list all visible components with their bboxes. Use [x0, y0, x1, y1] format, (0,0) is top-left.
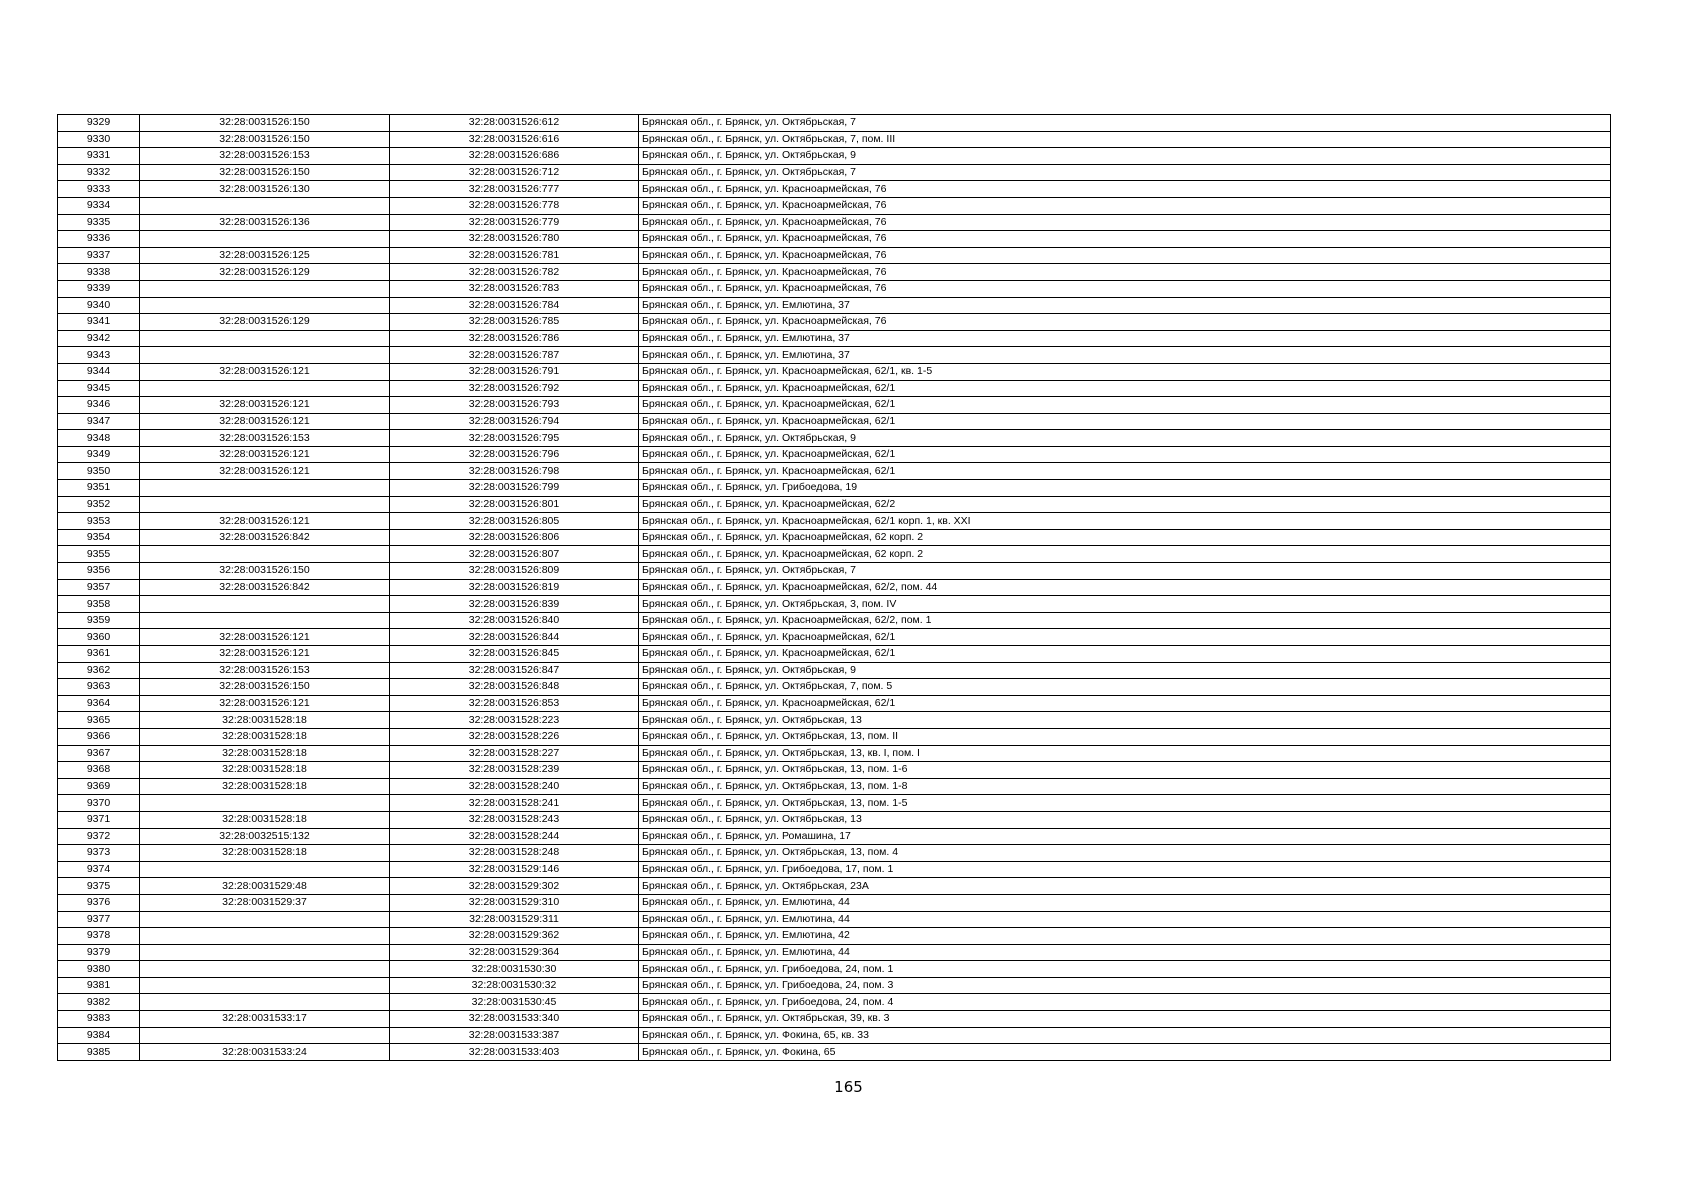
table-row: [58, 1044, 1611, 1061]
address-cell: Брянская обл., г. Брянск, ул. Красноармейская, 62/2, пом. 1: [639, 612, 1611, 629]
address-cell: Брянская обл., г. Брянск, ул. Октябрьская, 13, пом. 1-8: [639, 778, 1611, 795]
parent-cadastral-number-cell: 32:28:0031526:125: [140, 247, 390, 264]
table-row: [58, 214, 1611, 231]
row-number-cell: 9370: [58, 795, 140, 812]
address-cell: Брянская обл., г. Брянск, ул. Октябрьская, 13: [639, 811, 1611, 828]
cadastral-number-cell: 32:28:0031528:248: [390, 845, 639, 862]
table-row: [58, 828, 1611, 845]
parent-cadastral-number-cell: [140, 994, 390, 1011]
cadastral-number-cell: 32:28:0031526:785: [390, 314, 639, 331]
row-number-cell: 9345: [58, 380, 140, 397]
cadastral-number-cell: 32:28:0031528:240: [390, 778, 639, 795]
parent-cadastral-number-cell: 32:28:0031528:18: [140, 712, 390, 729]
table-row: [58, 861, 1611, 878]
address-cell: Брянская обл., г. Брянск, ул. Октябрьская, 13, пом. II: [639, 728, 1611, 745]
parent-cadastral-number-cell: 32:28:0031526:121: [140, 695, 390, 712]
cadastral-number-cell: 32:28:0031526:779: [390, 214, 639, 231]
table-row: [58, 197, 1611, 214]
address-cell: Брянская обл., г. Брянск, ул. Грибоедова, 17, пом. 1: [639, 861, 1611, 878]
address-cell: Брянская обл., г. Брянск, ул. Красноармейская, 62/2: [639, 496, 1611, 513]
row-number-cell: 9331: [58, 148, 140, 165]
parent-cadastral-number-cell: [140, 928, 390, 945]
table-row: [58, 546, 1611, 563]
row-number-cell: 9381: [58, 977, 140, 994]
parent-cadastral-number-cell: 32:28:0031526:150: [140, 115, 390, 132]
row-number-cell: 9336: [58, 231, 140, 248]
cadastral-number-cell: 32:28:0031526:787: [390, 347, 639, 364]
row-number-cell: 9340: [58, 297, 140, 314]
parent-cadastral-number-cell: [140, 961, 390, 978]
parent-cadastral-number-cell: 32:28:0031529:37: [140, 894, 390, 911]
parent-cadastral-number-cell: [140, 496, 390, 513]
parent-cadastral-number-cell: [140, 911, 390, 928]
row-number-cell: 9333: [58, 181, 140, 198]
row-number-cell: 9355: [58, 546, 140, 563]
address-cell: Брянская обл., г. Брянск, ул. Красноармейская, 76: [639, 181, 1611, 198]
table-row: [58, 911, 1611, 928]
table-row: [58, 878, 1611, 895]
row-number-cell: 9368: [58, 762, 140, 779]
row-number-cell: 9371: [58, 811, 140, 828]
parent-cadastral-number-cell: [140, 795, 390, 812]
row-number-cell: 9350: [58, 463, 140, 480]
cadastral-number-cell: 32:28:0031526:819: [390, 579, 639, 596]
cadastral-number-cell: 32:28:0031526:781: [390, 247, 639, 264]
cadastral-number-cell: 32:28:0031526:845: [390, 646, 639, 663]
row-number-cell: 9339: [58, 280, 140, 297]
address-cell: Брянская обл., г. Брянск, ул. Красноармейская, 62/1: [639, 629, 1611, 646]
parent-cadastral-number-cell: 32:28:0031533:17: [140, 1011, 390, 1028]
table-row: [58, 297, 1611, 314]
table-row: [58, 397, 1611, 414]
cadastral-number-cell: 32:28:0031529:310: [390, 894, 639, 911]
table-row: [58, 646, 1611, 663]
address-cell: Брянская обл., г. Брянск, ул. Октябрьская, 23А: [639, 878, 1611, 895]
cadastral-number-cell: 32:28:0031526:839: [390, 596, 639, 613]
parent-cadastral-number-cell: 32:28:0031526:129: [140, 314, 390, 331]
table-row: [58, 845, 1611, 862]
cadastral-number-cell: 32:28:0031529:362: [390, 928, 639, 945]
cadastral-number-cell: 32:28:0031529:364: [390, 944, 639, 961]
address-cell: Брянская обл., г. Брянск, ул. Емлютина, 44: [639, 944, 1611, 961]
parent-cadastral-number-cell: [140, 612, 390, 629]
table-row: [58, 380, 1611, 397]
row-number-cell: 9380: [58, 961, 140, 978]
cadastral-number-cell: 32:28:0031526:778: [390, 197, 639, 214]
address-cell: Брянская обл., г. Брянск, ул. Октябрьская, 7, пом. 5: [639, 679, 1611, 696]
cadastral-number-cell: 32:28:0031526:783: [390, 280, 639, 297]
row-number-cell: 9363: [58, 679, 140, 696]
row-number-cell: 9329: [58, 115, 140, 132]
table-row: [58, 795, 1611, 812]
parent-cadastral-number-cell: 32:28:0031526:121: [140, 413, 390, 430]
cadastral-number-cell: 32:28:0031526:848: [390, 679, 639, 696]
table-row: [58, 430, 1611, 447]
cadastral-number-cell: 32:28:0031526:792: [390, 380, 639, 397]
table-row: [58, 961, 1611, 978]
page-number: 165: [834, 1078, 863, 1096]
address-cell: Брянская обл., г. Брянск, ул. Фокина, 65: [639, 1044, 1611, 1061]
cadastral-number-cell: 32:28:0031530:45: [390, 994, 639, 1011]
row-number-cell: 9364: [58, 695, 140, 712]
address-cell: Брянская обл., г. Брянск, ул. Красноармейская, 62 корп. 2: [639, 529, 1611, 546]
parent-cadastral-number-cell: 32:28:0031528:18: [140, 728, 390, 745]
table-row: [58, 330, 1611, 347]
row-number-cell: 9343: [58, 347, 140, 364]
parent-cadastral-number-cell: 32:28:0031528:18: [140, 845, 390, 862]
table-row: [58, 629, 1611, 646]
parent-cadastral-number-cell: 32:28:0031526:842: [140, 529, 390, 546]
cadastral-number-cell: 32:28:0031528:244: [390, 828, 639, 845]
address-cell: Брянская обл., г. Брянск, ул. Октябрьская, 3, пом. IV: [639, 596, 1611, 613]
table-row: [58, 463, 1611, 480]
table-row: [58, 994, 1611, 1011]
table-row: [58, 596, 1611, 613]
row-number-cell: 9338: [58, 264, 140, 281]
table-row: [58, 679, 1611, 696]
cadastral-number-cell: 32:28:0031526:784: [390, 297, 639, 314]
row-number-cell: 9337: [58, 247, 140, 264]
address-cell: Брянская обл., г. Брянск, ул. Емлютина, 44: [639, 894, 1611, 911]
address-cell: Брянская обл., г. Брянск, ул. Красноармейская, 76: [639, 314, 1611, 331]
address-cell: Брянская обл., г. Брянск, ул. Октябрьская, 9: [639, 430, 1611, 447]
address-cell: Брянская обл., г. Брянск, ул. Красноармейская, 76: [639, 231, 1611, 248]
row-number-cell: 9376: [58, 894, 140, 911]
cadastral-number-cell: 32:28:0031526:801: [390, 496, 639, 513]
parent-cadastral-number-cell: 32:28:0031526:121: [140, 363, 390, 380]
parent-cadastral-number-cell: [140, 380, 390, 397]
cadastral-number-cell: 32:28:0031526:847: [390, 662, 639, 679]
parent-cadastral-number-cell: 32:28:0031526:150: [140, 131, 390, 148]
parent-cadastral-number-cell: 32:28:0031526:150: [140, 563, 390, 580]
cadastral-number-cell: 32:28:0031526:809: [390, 563, 639, 580]
table-row: [58, 712, 1611, 729]
row-number-cell: 9366: [58, 728, 140, 745]
table-row: [58, 928, 1611, 945]
table-row: [58, 745, 1611, 762]
address-cell: Брянская обл., г. Брянск, ул. Октябрьская, 7: [639, 563, 1611, 580]
address-cell: Брянская обл., г. Брянск, ул. Октябрьская, 39, кв. 3: [639, 1011, 1611, 1028]
parent-cadastral-number-cell: 32:28:0031526:121: [140, 446, 390, 463]
row-number-cell: 9384: [58, 1027, 140, 1044]
row-number-cell: 9349: [58, 446, 140, 463]
parent-cadastral-number-cell: [140, 977, 390, 994]
parent-cadastral-number-cell: 32:28:0031528:18: [140, 745, 390, 762]
cadastral-number-cell: 32:28:0031533:403: [390, 1044, 639, 1061]
address-cell: Брянская обл., г. Брянск, ул. Емлютина, 44: [639, 911, 1611, 928]
address-cell: Брянская обл., г. Брянск, ул. Красноармейская, 62/1: [639, 413, 1611, 430]
address-cell: Брянская обл., г. Брянск, ул. Красноармейская, 62 корп. 2: [639, 546, 1611, 563]
row-number-cell: 9353: [58, 513, 140, 530]
parent-cadastral-number-cell: [140, 231, 390, 248]
parent-cadastral-number-cell: [140, 330, 390, 347]
table-row: [58, 314, 1611, 331]
parent-cadastral-number-cell: 32:28:0031526:121: [140, 397, 390, 414]
cadastral-number-cell: 32:28:0031526:616: [390, 131, 639, 148]
address-cell: Брянская обл., г. Брянск, ул. Красноармейская, 76: [639, 264, 1611, 281]
parent-cadastral-number-cell: 32:28:0031526:121: [140, 646, 390, 663]
cadastral-number-cell: 32:28:0031526:796: [390, 446, 639, 463]
address-cell: Брянская обл., г. Брянск, ул. Октябрьская, 13: [639, 712, 1611, 729]
address-cell: Брянская обл., г. Брянск, ул. Красноармейская, 76: [639, 197, 1611, 214]
parent-cadastral-number-cell: 32:28:0031529:48: [140, 878, 390, 895]
row-number-cell: 9357: [58, 579, 140, 596]
cadastral-number-cell: 32:28:0031526:777: [390, 181, 639, 198]
row-number-cell: 9332: [58, 164, 140, 181]
row-number-cell: 9382: [58, 994, 140, 1011]
table-row: [58, 181, 1611, 198]
table-row: [58, 131, 1611, 148]
cadastral-number-cell: 32:28:0031529:302: [390, 878, 639, 895]
cadastral-number-cell: 32:28:0031526:807: [390, 546, 639, 563]
address-cell: Брянская обл., г. Брянск, ул. Емлютина, 37: [639, 330, 1611, 347]
table-row: [58, 529, 1611, 546]
row-number-cell: 9369: [58, 778, 140, 795]
address-cell: Брянская обл., г. Брянск, ул. Красноармейская, 76: [639, 280, 1611, 297]
row-number-cell: 9344: [58, 363, 140, 380]
table-row: [58, 347, 1611, 364]
table-row: [58, 977, 1611, 994]
row-number-cell: 9360: [58, 629, 140, 646]
parent-cadastral-number-cell: 32:28:0031526:150: [140, 679, 390, 696]
cadastral-number-cell: 32:28:0031526:795: [390, 430, 639, 447]
address-cell: Брянская обл., г. Брянск, ул. Октябрьская, 9: [639, 662, 1611, 679]
row-number-cell: 9352: [58, 496, 140, 513]
cadastral-number-cell: 32:28:0031526:686: [390, 148, 639, 165]
row-number-cell: 9347: [58, 413, 140, 430]
cadastral-number-cell: 32:28:0031528:223: [390, 712, 639, 729]
table-row: [58, 1011, 1611, 1028]
address-cell: Брянская обл., г. Брянск, ул. Красноармейская, 62/1: [639, 463, 1611, 480]
cadastral-number-cell: 32:28:0031526:799: [390, 480, 639, 497]
table-row: [58, 164, 1611, 181]
cadastral-number-cell: 32:28:0031526:786: [390, 330, 639, 347]
table-row: [58, 231, 1611, 248]
table-row: [58, 944, 1611, 961]
cadastral-number-cell: 32:28:0031528:239: [390, 762, 639, 779]
cadastral-number-cell: 32:28:0031526:793: [390, 397, 639, 414]
address-cell: Брянская обл., г. Брянск, ул. Грибоедова, 24, пом. 1: [639, 961, 1611, 978]
address-cell: Брянская обл., г. Брянск, ул. Грибоедова, 24, пом. 3: [639, 977, 1611, 994]
cadastral-number-cell: 32:28:0031526:791: [390, 363, 639, 380]
address-cell: Брянская обл., г. Брянск, ул. Октябрьская, 7, пом. III: [639, 131, 1611, 148]
cadastral-number-cell: 32:28:0031526:780: [390, 231, 639, 248]
row-number-cell: 9341: [58, 314, 140, 331]
row-number-cell: 9377: [58, 911, 140, 928]
parent-cadastral-number-cell: [140, 861, 390, 878]
row-number-cell: 9367: [58, 745, 140, 762]
table-row: [58, 762, 1611, 779]
table-row: [58, 612, 1611, 629]
table-row: [58, 579, 1611, 596]
address-cell: Брянская обл., г. Брянск, ул. Красноармейская, 62/1: [639, 446, 1611, 463]
address-cell: Брянская обл., г. Брянск, ул. Красноармейская, 62/1: [639, 695, 1611, 712]
cadastral-number-cell: 32:28:0031528:241: [390, 795, 639, 812]
cadastral-number-cell: 32:28:0031526:782: [390, 264, 639, 281]
cadastral-number-cell: 32:28:0031533:340: [390, 1011, 639, 1028]
cadastral-number-cell: 32:28:0031529:146: [390, 861, 639, 878]
table-row: [58, 662, 1611, 679]
row-number-cell: 9351: [58, 480, 140, 497]
row-number-cell: 9362: [58, 662, 140, 679]
row-number-cell: 9365: [58, 712, 140, 729]
table-row: [58, 480, 1611, 497]
table-row: [58, 513, 1611, 530]
address-cell: Брянская обл., г. Брянск, ул. Октябрьская, 7: [639, 164, 1611, 181]
address-cell: Брянская обл., г. Брянск, ул. Октябрьская, 13, кв. I, пом. I: [639, 745, 1611, 762]
address-cell: Брянская обл., г. Брянск, ул. Октябрьская, 9: [639, 148, 1611, 165]
table-row: [58, 728, 1611, 745]
address-cell: Брянская обл., г. Брянск, ул. Красноармейская, 62/2, пом. 44: [639, 579, 1611, 596]
parent-cadastral-number-cell: [140, 347, 390, 364]
address-cell: Брянская обл., г. Брянск, ул. Емлютина, 37: [639, 297, 1611, 314]
table-row: [58, 115, 1611, 132]
cadastral-number-cell: 32:28:0031526:712: [390, 164, 639, 181]
row-number-cell: 9374: [58, 861, 140, 878]
parent-cadastral-number-cell: 32:28:0031526:150: [140, 164, 390, 181]
cadastral-number-cell: 32:28:0031528:227: [390, 745, 639, 762]
address-cell: Брянская обл., г. Брянск, ул. Октябрьская, 13, пом. 1-5: [639, 795, 1611, 812]
cadastral-number-cell: 32:28:0031526:612: [390, 115, 639, 132]
parent-cadastral-number-cell: 32:28:0031526:121: [140, 513, 390, 530]
address-cell: Брянская обл., г. Брянск, ул. Красноармейская, 62/1 корп. 1, кв. XXI: [639, 513, 1611, 530]
row-number-cell: 9379: [58, 944, 140, 961]
address-cell: Брянская обл., г. Брянск, ул. Емлютина, 37: [639, 347, 1611, 364]
address-cell: Брянская обл., г. Брянск, ул. Ромашина, 17: [639, 828, 1611, 845]
address-cell: Брянская обл., г. Брянск, ул. Красноармейская, 62/1: [639, 397, 1611, 414]
cadastral-number-cell: 32:28:0031530:30: [390, 961, 639, 978]
address-cell: Брянская обл., г. Брянск, ул. Грибоедова, 24, пом. 4: [639, 994, 1611, 1011]
parent-cadastral-number-cell: 32:28:0031526:130: [140, 181, 390, 198]
parent-cadastral-number-cell: [140, 944, 390, 961]
row-number-cell: 9375: [58, 878, 140, 895]
parent-cadastral-number-cell: [140, 297, 390, 314]
row-number-cell: 9359: [58, 612, 140, 629]
parent-cadastral-number-cell: [140, 280, 390, 297]
cadastral-number-cell: 32:28:0031526:805: [390, 513, 639, 530]
address-cell: Брянская обл., г. Брянск, ул. Красноармейская, 62/1, кв. 1-5: [639, 363, 1611, 380]
row-number-cell: 9361: [58, 646, 140, 663]
parent-cadastral-number-cell: [140, 197, 390, 214]
parent-cadastral-number-cell: 32:28:0031528:18: [140, 762, 390, 779]
table-row: [58, 413, 1611, 430]
cadastral-number-cell: 32:28:0031526:798: [390, 463, 639, 480]
table-body: [58, 115, 1611, 1061]
parent-cadastral-number-cell: [140, 596, 390, 613]
table-row: [58, 695, 1611, 712]
row-number-cell: 9330: [58, 131, 140, 148]
table-row: [58, 446, 1611, 463]
row-number-cell: 9383: [58, 1011, 140, 1028]
address-cell: Брянская обл., г. Брянск, ул. Красноармейская, 76: [639, 214, 1611, 231]
parent-cadastral-number-cell: 32:28:0031528:18: [140, 811, 390, 828]
parent-cadastral-number-cell: 32:28:0031526:121: [140, 629, 390, 646]
cadastral-number-cell: 32:28:0031526:794: [390, 413, 639, 430]
row-number-cell: 9372: [58, 828, 140, 845]
cadastral-number-cell: 32:28:0031526:853: [390, 695, 639, 712]
table-row: [58, 148, 1611, 165]
table-row: [58, 247, 1611, 264]
row-number-cell: 9356: [58, 563, 140, 580]
row-number-cell: 9346: [58, 397, 140, 414]
parent-cadastral-number-cell: 32:28:0031526:129: [140, 264, 390, 281]
cadastral-number-cell: 32:28:0031526:840: [390, 612, 639, 629]
address-cell: Брянская обл., г. Брянск, ул. Грибоедова, 19: [639, 480, 1611, 497]
address-cell: Брянская обл., г. Брянск, ул. Красноармейская, 76: [639, 247, 1611, 264]
row-number-cell: 9348: [58, 430, 140, 447]
address-cell: Брянская обл., г. Брянск, ул. Емлютина, 42: [639, 928, 1611, 945]
table-row: [58, 496, 1611, 513]
parent-cadastral-number-cell: [140, 480, 390, 497]
address-cell: Брянская обл., г. Брянск, ул. Фокина, 65, кв. 33: [639, 1027, 1611, 1044]
cadastral-number-cell: 32:28:0031526:806: [390, 529, 639, 546]
parent-cadastral-number-cell: 32:28:0031533:24: [140, 1044, 390, 1061]
cadastral-number-cell: 32:28:0031528:243: [390, 811, 639, 828]
table-row: [58, 811, 1611, 828]
parent-cadastral-number-cell: 32:28:0031526:136: [140, 214, 390, 231]
table-row: [58, 280, 1611, 297]
parent-cadastral-number-cell: [140, 546, 390, 563]
address-cell: Брянская обл., г. Брянск, ул. Октябрьская, 13, пом. 4: [639, 845, 1611, 862]
row-number-cell: 9335: [58, 214, 140, 231]
parent-cadastral-number-cell: 32:28:0031528:18: [140, 778, 390, 795]
table-row: [58, 363, 1611, 380]
cadastral-number-cell: 32:28:0031530:32: [390, 977, 639, 994]
cadastral-number-cell: 32:28:0031529:311: [390, 911, 639, 928]
table-row: [58, 778, 1611, 795]
row-number-cell: 9373: [58, 845, 140, 862]
parent-cadastral-number-cell: 32:28:0031526:842: [140, 579, 390, 596]
address-cell: Брянская обл., г. Брянск, ул. Октябрьская, 7: [639, 115, 1611, 132]
cadastral-number-cell: 32:28:0031526:844: [390, 629, 639, 646]
address-cell: Брянская обл., г. Брянск, ул. Октябрьская, 13, пом. 1-6: [639, 762, 1611, 779]
cadastral-table: [57, 114, 1611, 1061]
table-row: [58, 894, 1611, 911]
row-number-cell: 9334: [58, 197, 140, 214]
address-cell: Брянская обл., г. Брянск, ул. Красноармейская, 62/1: [639, 646, 1611, 663]
table-row: [58, 264, 1611, 281]
row-number-cell: 9354: [58, 529, 140, 546]
cadastral-number-cell: 32:28:0031533:387: [390, 1027, 639, 1044]
table-row: [58, 563, 1611, 580]
row-number-cell: 9358: [58, 596, 140, 613]
parent-cadastral-number-cell: 32:28:0031526:153: [140, 148, 390, 165]
parent-cadastral-number-cell: 32:28:0031526:153: [140, 430, 390, 447]
parent-cadastral-number-cell: 32:28:0031526:153: [140, 662, 390, 679]
row-number-cell: 9378: [58, 928, 140, 945]
parent-cadastral-number-cell: [140, 1027, 390, 1044]
cadastral-number-cell: 32:28:0031528:226: [390, 728, 639, 745]
parent-cadastral-number-cell: 32:28:0031526:121: [140, 463, 390, 480]
row-number-cell: 9342: [58, 330, 140, 347]
parent-cadastral-number-cell: 32:28:0032515:132: [140, 828, 390, 845]
table-row: [58, 1027, 1611, 1044]
address-cell: Брянская обл., г. Брянск, ул. Красноармейская, 62/1: [639, 380, 1611, 397]
row-number-cell: 9385: [58, 1044, 140, 1061]
